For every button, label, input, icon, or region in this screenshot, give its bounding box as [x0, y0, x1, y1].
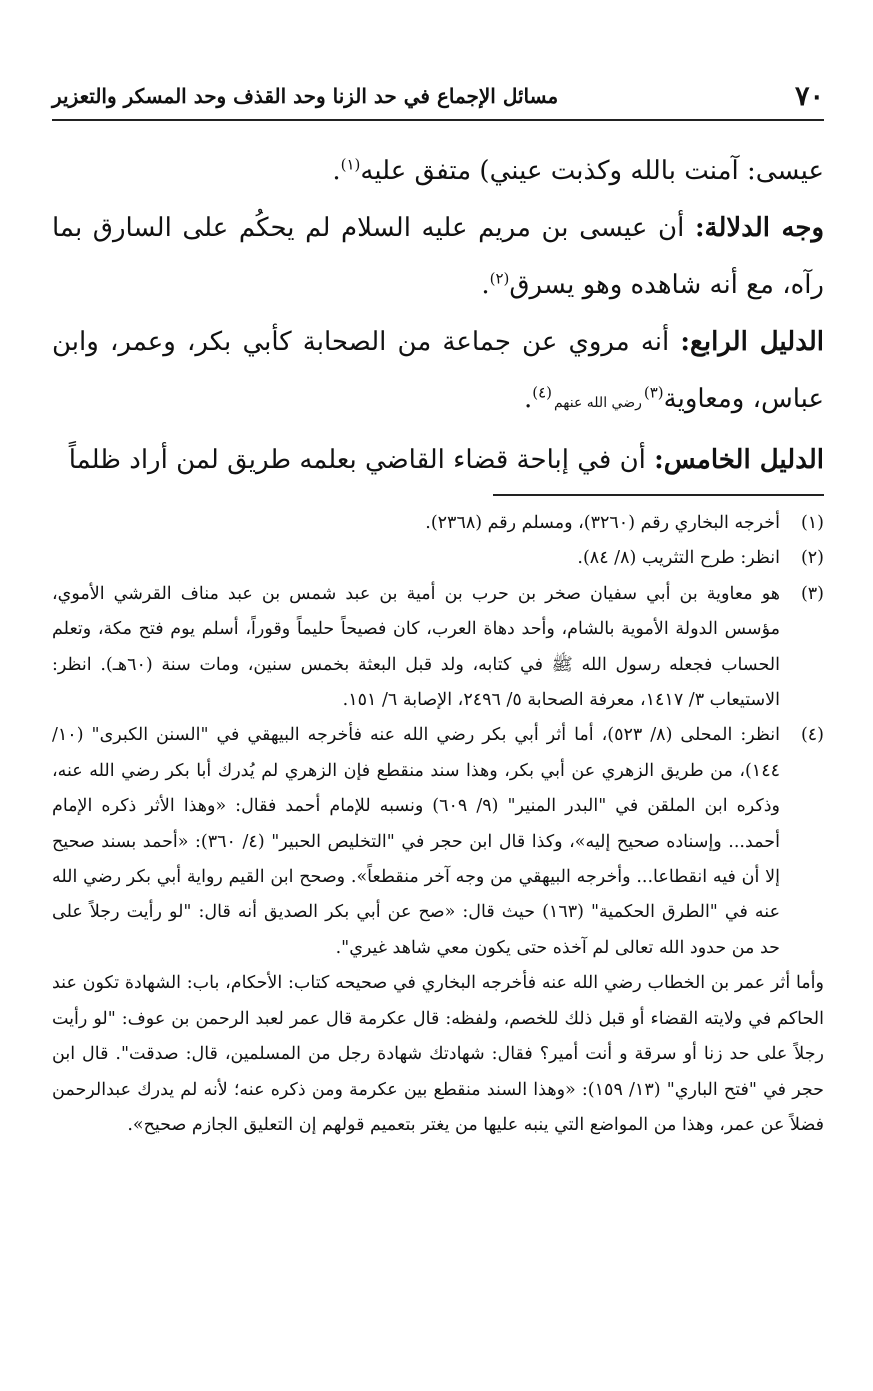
- footnote-4: [52, 718, 824, 966]
- footnote-text: هو معاوية بن أبي سفيان صخر بن حرب بن أمية بن عبد شمس بن عبد مناف القرشي الأموي، مؤسس الدولة الأموية بالشام، وأحد دهاة العرب، كان فصيحاً حليماً وقوراً، أسلم يوم فتح مكة، وتعلم الحساب فجعله رسول الله ﷺ في كتابه، ولد قبل البعثة بخمس سنين، ومات سنة (٦٠هـ). انظر: الاستيعاب ٣/ ١٤١٧، معرفة الصحابة ٥/ ٢٤٩٦، الإصابة ٦/ ١٥١.: [52, 583, 780, 711]
- paragraph-2-text: أن عيسى بن مريم عليه السلام لم يحكُم على السارق بما رآه، مع أنه شاهده وهو يسرق: [52, 213, 824, 300]
- footnote-number: (٣): [800, 583, 824, 604]
- paragraph-3-end: .: [523, 384, 533, 414]
- running-title: مسائل الإجماع في حد الزنا وحد القذف وحد المسكر والتعزير: [52, 84, 559, 108]
- main-paragraph-3: [52, 314, 824, 432]
- main-paragraph-4: [52, 432, 824, 489]
- footnote-3: [52, 577, 824, 719]
- paragraph-2-end: .: [481, 270, 490, 300]
- footnote-ref-2: (٢): [489, 269, 510, 288]
- paragraph-1-text: عيسى: آمنت بالله وكذبت عيني) متفق عليه: [360, 156, 824, 186]
- main-paragraph-1: [52, 143, 824, 200]
- footnote-text: أخرجه البخاري رقم (٣٢٦٠)، ومسلم رقم (٢٣٦٨).: [425, 513, 780, 533]
- paragraph-2-lead: وجه الدلالة:: [694, 213, 825, 243]
- footnote-2: [52, 541, 824, 576]
- footnote-4-continuation: وأما أثر عمر بن الخطاب رضي الله عنه فأخرجه البخاري في صحيحه كتاب: الأحكام، باب: الشهادة تكون عند الحاكم في ولايته القضاء أو قبل ذلك للخصم، ولفظه: قال عكرمة قال عمر لعبد الرحمن بن عوف: "لو رأيت رجلاً على حد زنا أو سرقة و أنت أمير؟ فقال: شهادتك شهادة رجل من المسلمين، قال: صدقت". قال ابن حجر في "فتح الباري" (١٣/ ١٥٩): «وهذا السند منقطع بين عكرمة ومن ذكره عنه؛ لأنه لم يدرك عبدالرحمن فضلاً عن عمر، وهذا من المواضع التي ينبه عليها من يغتر بتعميم قولهم إن التعليق الجازم صحيح».: [52, 973, 824, 1135]
- paragraph-3-lead: الدليل الرابع:: [680, 327, 824, 357]
- honorific-glyph: رضي الله عنهم: [553, 395, 642, 411]
- footnote-1: [52, 506, 824, 541]
- footnote-ref-3: (٣): [643, 383, 664, 402]
- footnote-ref-4: (٤): [532, 383, 552, 402]
- main-text: [52, 143, 824, 489]
- footnote-number: (١): [800, 513, 824, 533]
- footnotes-section: [52, 506, 824, 1143]
- footnote-number: (٤): [800, 725, 824, 746]
- footnote-text: انظر: المحلى (٨/ ٥٢٣)، أما أثر أبي بكر رضي الله عنه فأخرجه البيهقي في "السنن الكبرى" (١٠/ ١٤٤)، من طريق الزهري عن أبي بكر، وهذا سند منقطع فإن الزهري لم يُدرك أبا بكر رضي الله عنه، وذكره ابن الملقن في "البدر المنير" (٩/ ٦٠٩) ونسبه للإمام أحمد فقال: «وهذا الأثر ذكره الإمام أحمد... وإسناده صحيح إليه»، وكذا قال ابن حجر في "التخليص الحبير" (٤/ ٣٦٠): «أحمد بسند صحيح إلا أن فيه انقطاعا... وأخرجه البيهقي من وجه آخر منقطعاً». وصحح ابن القيم رواية أبي بكر رضي الله عنه في "الطرق الحكمية" (١٦٣) حيث قال: «صح عن أبي بكر الصديق أنه قال: "لو رأيت رجلاً على حد من حدود الله تعالى لم آخذه حتى يكون معي شاهد غيري".: [52, 725, 781, 958]
- footnote-ref-1: (١): [340, 155, 361, 174]
- page-header: [52, 76, 824, 116]
- paragraph-3-text: أنه مروي عن جماعة من الصحابة كأبي بكر، وعمر، وابن عباس، ومعاوية: [52, 327, 824, 414]
- paragraph-1-end: .: [332, 156, 341, 186]
- paragraph-4-lead: الدليل الخامس:: [654, 445, 824, 475]
- paragraph-4-text: أن في إباحة قضاء القاضي بعلمه طريق لمن أراد ظلماً: [68, 445, 655, 475]
- footnote-number: (٢): [800, 548, 824, 569]
- page-number: ٧٠: [794, 80, 824, 112]
- main-paragraph-2: [52, 200, 824, 314]
- footnote-text: انظر: طرح التثريب (٨/ ٨٤).: [577, 548, 780, 569]
- header-divider: [52, 119, 824, 121]
- footnote-divider: [493, 494, 824, 496]
